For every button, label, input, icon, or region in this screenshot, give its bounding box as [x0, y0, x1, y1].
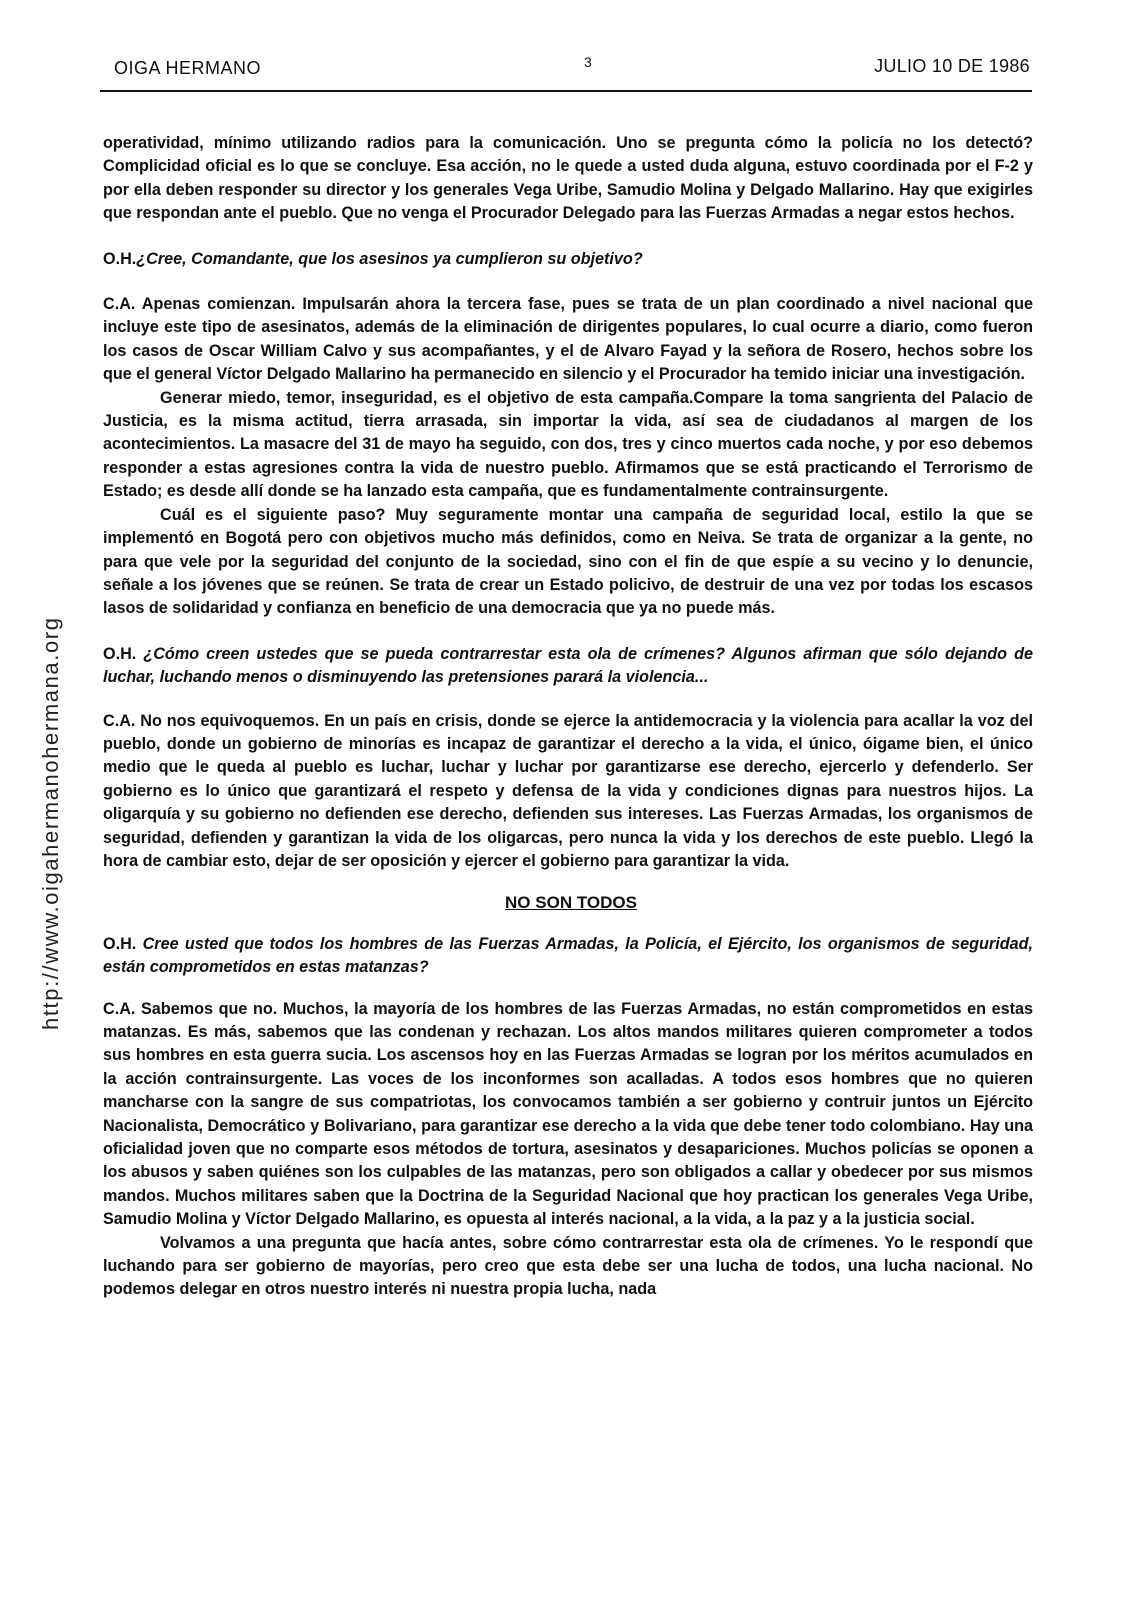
answer-text: No nos equivoquemos. En un país en crisis, donde se ejerce la antidemocracia y la violencia para acallar la voz del pueblo, donde un gobierno de minorías es incapaz de garantizar el derecho a la vida, el único, óigame bien, el único medio que le queda al pueblo es luchar, luchar y luchar por garantizarse ese derecho, ejercerlo y defenderlo. Ser gobierno es lo único que garantizará el respeto y defensa de la vida y condiciones dignas para nuestros hijos. La oligarquía y su gobierno no defienden ese derecho, defienden sus intereses. Las Fuerzas Armadas, los organismos de seguridad, defienden y garantizan la vida de los oligarcas, pero nunca la vida y los derechos de este pueblo. Llegó la hora de cambiar esto, dejar de ser oposición y ejercer el gobierno para garantizar la vida.	[103, 711, 1033, 870]
side-watermark-url: http://www.oigahermanohermana.org	[38, 616, 63, 1030]
question	[103, 248, 1033, 271]
answer-text: Sabemos que no. Muchos, la mayoría de los hombres de las Fuerzas Armadas, no están comprometidos en estas matanzas. Es más, sabemos que las condenan y rechazan. Los altos mandos militares quieren comprometer a todos sus hombres en esta guerra sucia. Los ascensos hoy en las Fuerzas Armadas se logran por los méritos acumulados en la acción contrainsurgente. Las voces de los inconformes son acalladas. A todos esos hombres que no quieren mancharse con la sangre de sus compatriotas, los convocamos también a ser gobierno y contruir juntos un Ejército Nacionalista, Democrático y Bolivariano, para garantizar ese derecho a la vida que debe tener todo colombiano. Hay una oficialidad joven que no comparte esos métodos de tortura, asesinatos y desapariciones. Muchos policías se oponen a los abusos y saben quiénes son los culpables de las matanzas, pero son obligados a callar y obedecer por sus mismos mandos. Muchos militares saben que la Doctrina de la Seguridad Nacional que hoy practican los generales Vega Uribe, Samudio Molina y Víctor Delgado Mallarino, es opuesta al interés nacional, a la vida, a la paz y a la justicia social.	[103, 999, 1033, 1229]
question-text: ¿Cómo creen ustedes que se pueda contrarrestar esta ola de crímenes? Algunos afirman que sólo dejando de luchar, luchando menos o disminuyendo las pretensiones parará la violencia...	[103, 644, 1034, 687]
publication-name: OIGA HERMANO	[114, 58, 262, 78]
answer	[103, 710, 1033, 874]
answer-text: Apenas comienzan. Impulsarán ahora la tercera fase, pues se trata de un plan coordinado a nivel nacional que incluye este tipo de asesinatos, además de la eliminación de dirigentes populares, lo cual ocurre a diario, como fueron los casos de Oscar William Calvo y sus acompañantes, y el de Alvaro Fayad y la señora de Rosero, hechos sobre los que el general Víctor Delgado Mallarino ha permanecido en silencio y el Procurador ha temido iniciar una investigación.	[103, 295, 1033, 384]
paragraph: operatividad, mínimo utilizando radios para la comunicación. Uno se pregunta cómo la policía no los detectó? Complicidad oficial es lo que se concluye. Esa acción, no le quede a usted duda alguna, estuvo coordinada por el F-2 y por ella deben responder su director y los generales Vega Uribe, Samudio Molina y Delgado Mallarino. Hay que exigirles que respondan ante el pueblo. Que no venga el Procurador Delegado para las Fuerzas Armadas a negar estos hechos.	[103, 134, 1033, 223]
speaker-label: O.H.	[103, 934, 137, 953]
answer	[103, 293, 1033, 387]
question	[103, 643, 1033, 690]
page-number: 3	[584, 54, 592, 70]
article-body	[103, 132, 1033, 1302]
speaker-label: C.A.	[103, 295, 136, 314]
paragraph: Generar miedo, temor, inseguridad, es el objetivo de esta campaña.Compare la toma sangrienta del Palacio de Justicia, es la misma actitud, tierra arrasada, sin importar la vida, así sea de ciudadanos al margen de los acontecimientos. La masacre del 31 de mayo ha seguido, con dos, tres y cinco muertos cada noche, y por eso debemos responder a estas agresiones contra la vida de nuestro pueblo. Afirmamos que se está practicando el Terrorismo de Estado; es desde allí donde se ha lanzado esta campaña, que es fundamentalmente contrainsurgente.	[103, 388, 1033, 501]
question-text: ¿Cree, Comandante, que los asesinos ya cumplieron su objetivo?	[136, 249, 643, 268]
page-header	[100, 52, 1032, 92]
paragraph: Cuál es el siguiente paso? Muy seguramente montar una campaña de seguridad local, estilo la que se implementó en Bogotá pero con objetivos mucho más definidos, como en Neiva. Se trata de organizar a la gente, no para que vele por la seguridad del conjunto de la sociedad, sino con el fin de que espíe a su vecino y lo denuncie, señale a los jóvenes que se reúnen. Se trata de crear un Estado policivo, de destruir de una vez por todas los escasos lasos de solidaridad y confianza en beneficio de una democracia que ya no puede más.	[103, 505, 1033, 618]
speaker-label: C.A.	[103, 711, 136, 730]
speaker-label: O.H.	[103, 249, 137, 268]
question-text: Cree usted que todos los hombres de las Fuerzas Armadas, la Policía, el Ejército, los organismos de seguridad, están comprometidos en estas matanzas?	[103, 934, 1033, 977]
speaker-label: O.H.	[103, 644, 137, 663]
issue-date: JULIO 10 DE 1986	[874, 56, 1030, 76]
section-title: NO SON TODOS	[505, 893, 637, 913]
paragraph: Volvamos a una pregunta que hacía antes, sobre cómo contrarrestar esta ola de crímenes. Yo le respondí que luchando para ser gobierno de mayorías, pero creo que esta debe ser una lucha de todos, una lucha nacional. No podemos delegar en otros nuestro interés ni nuestra propia lucha, nada	[103, 1233, 1033, 1299]
question	[103, 933, 1033, 980]
answer	[103, 998, 1033, 1232]
speaker-label: C.A.	[103, 999, 136, 1018]
